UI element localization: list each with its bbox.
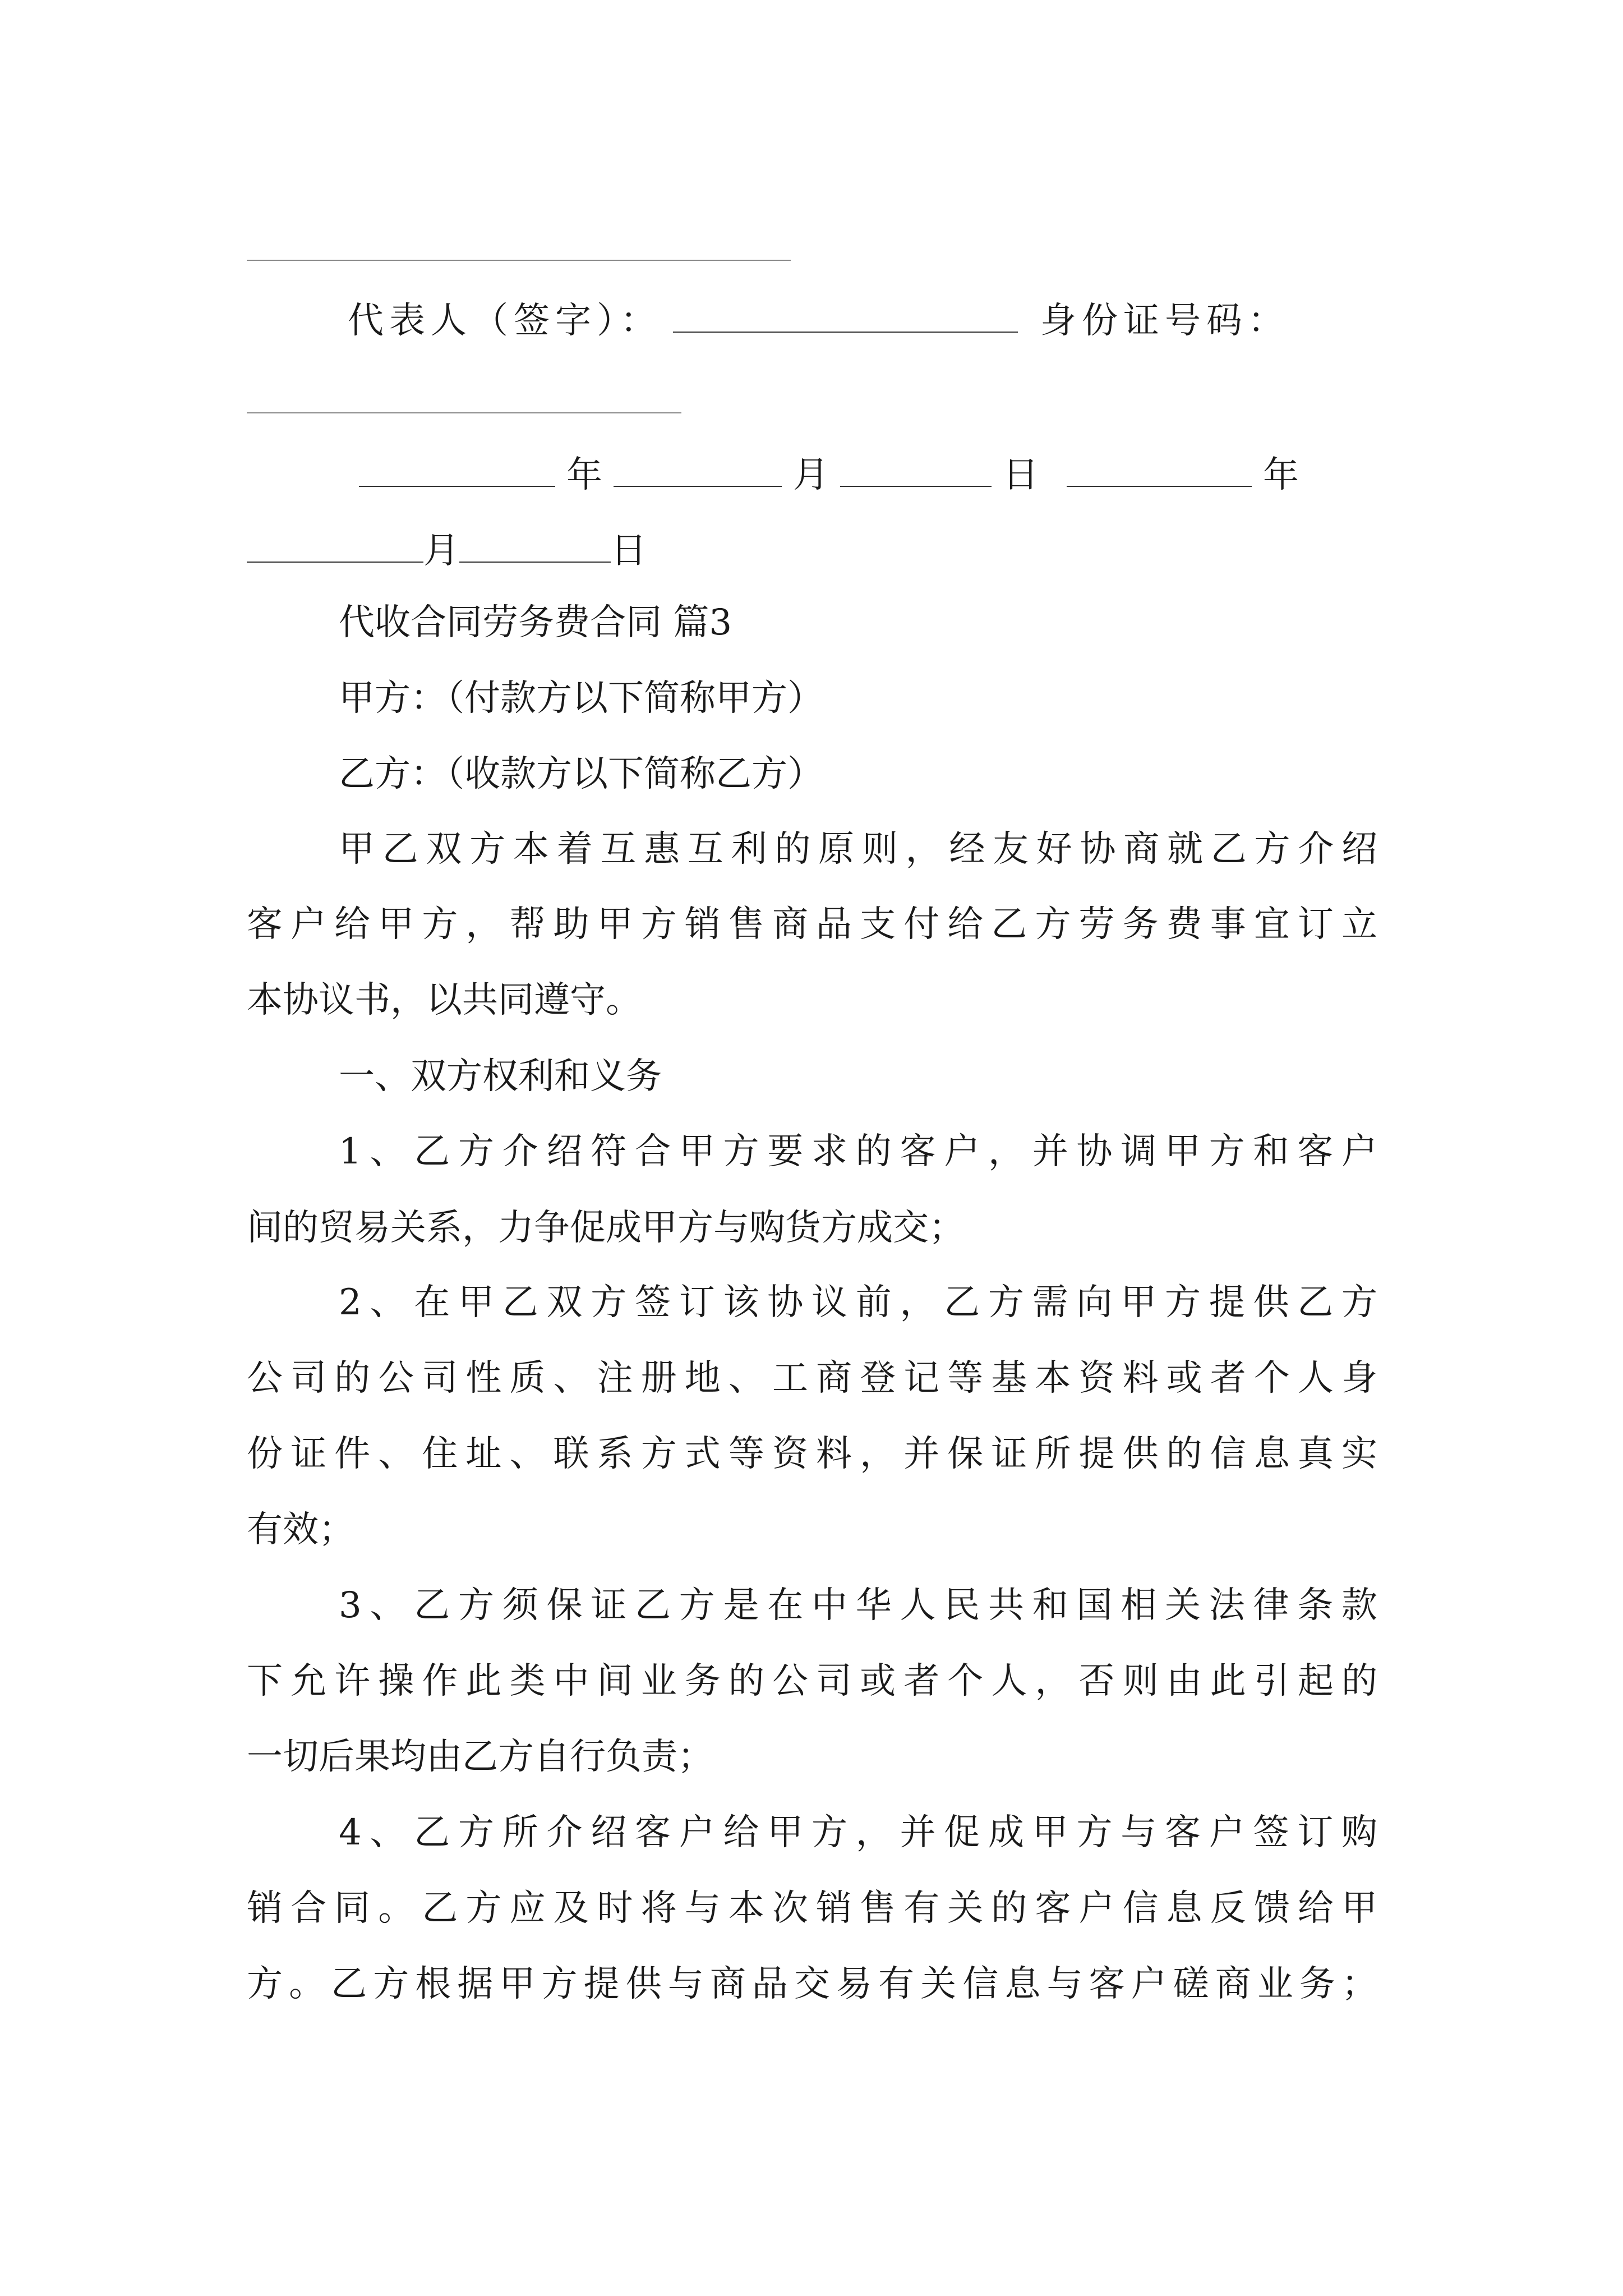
- party-b-line: 乙方：（收款方以下简称乙方）: [339, 753, 823, 795]
- year-blank-2: [1067, 454, 1252, 487]
- clause-4-line-2: 销合同。乙方应及时将与本次销售有关的客户信息反馈给甲: [247, 1888, 1377, 1929]
- clause-3-line-1: 3、乙方须保证乙方是在中华人民共和国相关法律条款: [339, 1585, 1377, 1626]
- representative-label: 代表人（签字）：: [348, 300, 662, 342]
- intro-line-2: 客户给甲方，帮助甲方销售商品支付给乙方劳务费事宜订立: [247, 904, 1377, 945]
- month-blank-1: [614, 454, 782, 487]
- clause-2-line-3: 份证件、住址、联系方式等资料，并保证所提供的信息真实: [247, 1433, 1377, 1475]
- party-a-line: 甲方：（付款方以下简称甲方）: [339, 678, 823, 719]
- intro-line-1: 甲乙双方本着互惠互利的原则，经友好协商就乙方介绍: [339, 829, 1377, 870]
- month-char-2: 月: [423, 530, 459, 572]
- clause-3-line-2: 下允许操作此类中间业务的公司或者个人，否则由此引起的: [247, 1660, 1377, 1702]
- id-number-label: 身份证号码：: [1040, 300, 1289, 342]
- section-title: 代收合同劳务费合同 篇3: [339, 602, 732, 643]
- clause-1-line-2: 间的贸易关系，力争促成甲方与购货方成交；: [247, 1207, 965, 1249]
- clause-2-line-1: 2、在甲乙双方签订该协议前，乙方需向甲方提供乙方: [339, 1282, 1377, 1323]
- clause-4-line-3: 方。乙方根据甲方提供与商品交易有关信息与客户磋商业务；: [247, 1963, 1377, 2005]
- day-blank-2: [459, 530, 611, 563]
- clause-2-line-4: 有效；: [247, 1509, 354, 1550]
- clause-2-line-2: 公司的公司性质、注册地、工商登记等基本资料或者个人身: [247, 1358, 1377, 1399]
- day-char-1: 日: [1003, 454, 1039, 496]
- intro-line-3: 本协议书，以共同遵守。: [247, 979, 642, 1021]
- representative-line: [348, 300, 1289, 342]
- month-char-1: 月: [793, 454, 829, 496]
- year-blank-1: [359, 454, 555, 487]
- clause-3-line-3: 一切后果均由乙方自行负责；: [247, 1736, 713, 1778]
- clause-1-line-1: 1、乙方介绍符合甲方要求的客户，并协调甲方和客户: [339, 1131, 1377, 1172]
- year-char-2: 年: [1263, 454, 1299, 496]
- day-blank-1: [840, 454, 992, 487]
- month-blank-2: [247, 530, 423, 563]
- year-char-1: 年: [566, 454, 602, 496]
- clause-4-line-1: 4、乙方所介绍客户给甲方，并促成甲方与客户签订购: [339, 1812, 1377, 1853]
- signature-rule-top: [247, 260, 791, 261]
- rights-obligations-heading: 一、双方权利和义务: [339, 1056, 662, 1097]
- id-number-rule: [247, 412, 681, 413]
- representative-signature-blank: [673, 300, 1018, 333]
- day-char-2: 日: [611, 530, 647, 572]
- date-line-1: [359, 454, 1299, 496]
- date-line-2: [247, 530, 647, 572]
